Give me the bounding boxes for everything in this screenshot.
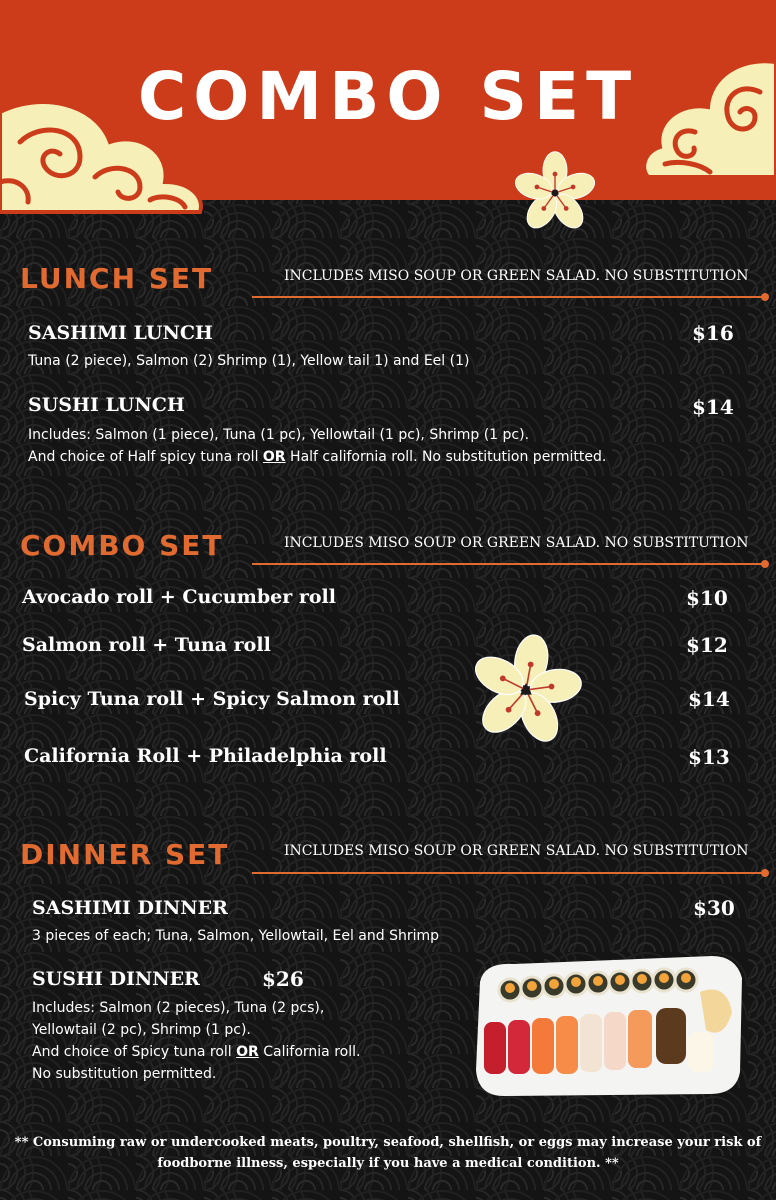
sashimi-dinner-name: SASHIMI DINNER [32, 897, 228, 919]
combo-item-4-name: California Roll + Philadelphia roll [24, 745, 387, 767]
combo-item-2-price: $12 [686, 633, 728, 657]
health-disclaimer [10, 1132, 766, 1174]
sushi-lunch-desc-line2 [28, 446, 606, 468]
lunch-section-note: INCLUDES MISO SOUP OR GREEN SALAD. NO SUBSTITUTION [284, 268, 749, 284]
sushi-dinner-desc-line3-b: California roll. [258, 1044, 361, 1060]
sushi-lunch-desc-line2-b: Half california roll. No substitution permitted. [285, 449, 607, 465]
sushi-dinner-desc [32, 997, 360, 1085]
lunch-section-title: LUNCH SET [20, 262, 214, 295]
disclaimer-line1: ** Consuming raw or undercooked meats, poultry, seafood, shellfish, or eggs may increase your risk of [14, 1135, 762, 1150]
sashimi-lunch-price: $16 [692, 321, 734, 345]
cloud-left-icon [0, 82, 210, 227]
page-title: COMBO SET [137, 58, 639, 135]
sushi-dinner-desc-line2: Yellowtail (2 pc), Shrimp (1 pc). [32, 1022, 251, 1038]
sakura-flower-icon [468, 632, 584, 748]
dinner-section-title: DINNER SET [20, 838, 230, 871]
dinner-section-note: INCLUDES MISO SOUP OR GREEN SALAD. NO SUBSTITUTION [284, 843, 749, 859]
sashimi-dinner-desc: 3 pieces of each; Tuna, Salmon, Yellowtail, Eel and Shrimp [32, 928, 440, 944]
combo-item-2-name: Salmon roll + Tuna roll [22, 634, 271, 656]
combo-item-3-price: $14 [688, 687, 730, 711]
sushi-dinner-desc-line3-a: And choice of Spicy tuna roll [32, 1044, 237, 1060]
sushi-lunch-price: $14 [692, 395, 734, 419]
combo-divider [252, 563, 766, 565]
sushi-lunch-desc-line2-a: And choice of Half spicy tuna roll [28, 449, 263, 465]
combo-item-1-name: Avocado roll + Cucumber roll [22, 586, 336, 608]
sashimi-dinner-price: $30 [693, 896, 735, 920]
combo-section-title: COMBO SET [20, 529, 224, 562]
sushi-dinner-price: $26 [262, 967, 304, 991]
sashimi-lunch-name: SASHIMI LUNCH [28, 322, 213, 344]
lunch-divider [252, 296, 766, 298]
cloud-right-icon [640, 52, 776, 192]
sushi-dinner-name: SUSHI DINNER [32, 968, 200, 990]
sashimi-lunch-desc: Tuna (2 piece), Salmon (2) Shrimp (1), Yellow tail 1) and Eel (1) [28, 353, 470, 369]
or-label: OR [262, 449, 286, 465]
combo-item-4-price: $13 [688, 745, 730, 769]
or-label: OR [236, 1044, 259, 1060]
sushi-dinner-desc-line3 [32, 1041, 360, 1063]
sushi-lunch-desc-line1: Includes: Salmon (1 piece), Tuna (1 pc), Yellowtail (1 pc), Shrimp (1 pc). [28, 427, 530, 443]
sushi-lunch-name: SUSHI LUNCH [28, 394, 185, 416]
sushi-dinner-desc-line1: Includes: Salmon (2 pieces), Tuna (2 pcs), [32, 1000, 325, 1016]
sushi-lunch-desc [28, 424, 606, 468]
combo-item-3-name: Spicy Tuna roll + Spicy Salmon roll [24, 688, 400, 710]
sushi-platter-photo [474, 952, 746, 1098]
disclaimer-line2: foodborne illness, especially if you have a medical condition. ** [157, 1156, 619, 1171]
combo-item-1-price: $10 [686, 586, 728, 610]
sushi-dinner-desc-line4: No substitution permitted. [32, 1066, 217, 1082]
sakura-flower-icon [512, 150, 598, 236]
dinner-divider [252, 872, 766, 874]
combo-section-note: INCLUDES MISO SOUP OR GREEN SALAD. NO SUBSTITUTION [284, 535, 749, 551]
